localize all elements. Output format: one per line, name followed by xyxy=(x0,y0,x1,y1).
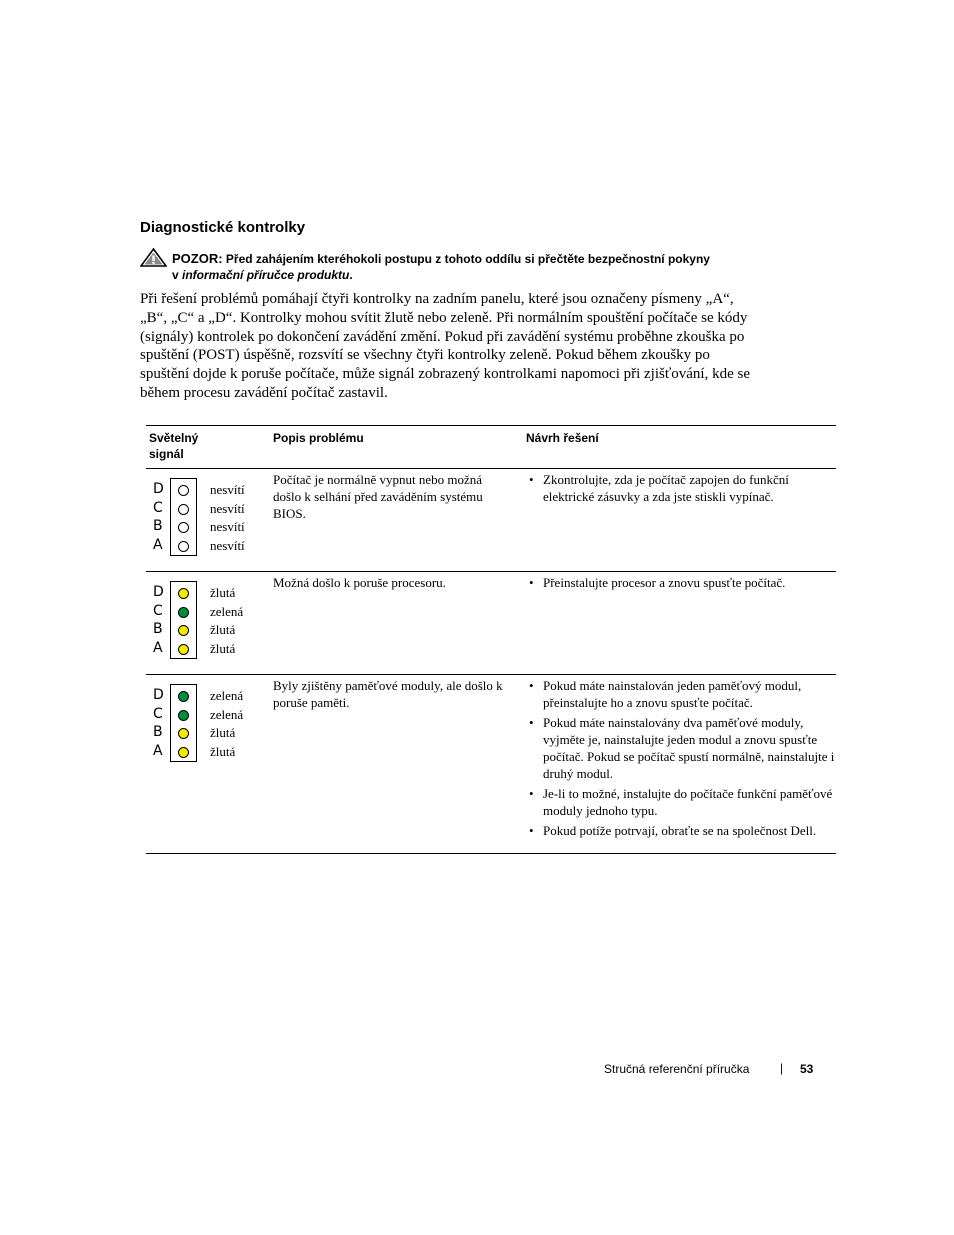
solution-item: • Zkontrolujte, zda je počítač zapojen do funkční elektrické zásuvky a zda jste stiskli vypínač. xyxy=(526,471,836,505)
led-letter: B xyxy=(153,621,163,638)
led-state: nesvítí xyxy=(210,538,245,554)
led-indicator xyxy=(178,710,189,721)
caution-label: POZOR: xyxy=(172,251,223,266)
solution-list xyxy=(526,677,836,839)
led-state: zelená xyxy=(210,688,244,703)
led-states xyxy=(210,481,245,556)
led-indicator xyxy=(178,644,189,655)
led-state: žlutá xyxy=(210,641,236,657)
led-letter: A xyxy=(153,640,163,657)
led-box xyxy=(170,581,197,659)
led-indicator xyxy=(178,485,189,496)
header-signal: Světelný signál xyxy=(149,431,199,461)
led-panel xyxy=(150,581,198,661)
led-letter: D xyxy=(153,481,164,497)
intro-paragraph: Při řešení problémů pomáhají čtyři kontrolky na zadním panelu, které jsou označeny písmeny „A“, „B“, „C“ a „D“. Kontrolky mohou svítit žlutě nebo zeleně. Při normálním spouštění počítače se kódy (signály) kontrolek po dokončení zavádění změní. Pokud při zavádění systému proběhne zkouška po spuštění (POST) úspěšně, rozsvítí se všechny čtyři kontrolky zeleně. Pokud během zkoušky po spuštění dojde k poruše počítače, může signál zobrazený kontrolkami napomoci při zjišťování, kde se během procesu zavádění počítač zastavil. xyxy=(140,291,750,401)
solution-cell xyxy=(526,677,836,842)
warning-triangle-icon xyxy=(140,248,167,267)
table-row xyxy=(146,469,836,572)
section-heading: Diagnostické kontrolky xyxy=(140,219,306,236)
header-problem: Popis problému xyxy=(273,431,364,445)
led-state: zelená xyxy=(210,603,244,619)
caution-reference: informační příručce produktu xyxy=(182,268,350,282)
led-panel xyxy=(150,478,198,558)
caution-text-prefix: v xyxy=(172,268,183,282)
caution-text: Před zahájením kteréhokoli postupu z tohoto oddílu si přečtěte bezpečnostní pokyny xyxy=(222,252,710,266)
solution-cell xyxy=(526,471,836,508)
problem-description: Počítač je normálně vypnut nebo možná došlo k selhání před zaváděním systému BIOS. xyxy=(273,472,483,521)
problem-description: Byly zjištěny paměťové moduly, ale došlo k poruše paměti. xyxy=(273,678,503,710)
solution-item: • Pokud potíže potrvají, obraťte se na společnost Dell. xyxy=(526,822,836,839)
footer-title: Stručná referenční příručka xyxy=(604,1062,750,1076)
led-letter: A xyxy=(153,743,163,760)
led-state: žlutá xyxy=(210,744,236,760)
solution-list xyxy=(526,471,836,505)
solution-item: • Pokud máte nainstalován jeden paměťový modul, přeinstalujte ho a znovu spusťte počítač. xyxy=(526,677,836,711)
led-box xyxy=(170,684,197,762)
led-indicator xyxy=(178,541,189,552)
led-state: nesvítí xyxy=(210,482,245,497)
led-state: žlutá xyxy=(210,585,236,600)
led-indicator xyxy=(178,691,189,702)
solution-item: • Pokud máte nainstalovány dva paměťové moduly, vyjměte je, nainstalujte jeden modul a znovu spusťte počítač. Pokud se počítač spustí normálně, nainstalujte i druhý modul. xyxy=(526,714,836,782)
led-letter: D xyxy=(153,687,164,703)
led-state: žlutá xyxy=(210,725,236,741)
led-letter: B xyxy=(153,518,163,535)
led-letter: B xyxy=(153,724,163,741)
led-letter: C xyxy=(153,602,163,619)
solution-item: • Je-li to možné, instalujte do počítače funkční paměťové moduly jednoho typu. xyxy=(526,785,836,819)
led-letter: C xyxy=(153,705,163,722)
footer-separator: | xyxy=(780,1061,784,1075)
page-footer xyxy=(604,1061,814,1076)
solution-cell xyxy=(526,574,836,594)
page-number: 53 xyxy=(800,1062,814,1076)
led-letter: C xyxy=(153,499,163,516)
led-panel xyxy=(150,684,198,764)
led-state: zelená xyxy=(210,706,244,722)
led-indicator xyxy=(178,625,189,636)
led-letter: D xyxy=(153,584,164,600)
led-states xyxy=(210,584,243,659)
caution-text-suffix: . xyxy=(349,268,353,282)
led-indicator xyxy=(178,607,189,618)
header-solution: Návrh řešení xyxy=(526,431,599,445)
table-header xyxy=(146,425,836,469)
table-row xyxy=(146,572,836,675)
led-letter: A xyxy=(153,537,163,554)
led-state: nesvítí xyxy=(210,500,245,516)
led-indicator xyxy=(178,522,189,533)
led-states xyxy=(210,687,243,762)
diagnostic-table xyxy=(146,425,836,854)
led-indicator xyxy=(178,588,189,599)
led-indicator xyxy=(178,747,189,758)
led-state: nesvítí xyxy=(210,519,245,535)
solution-list xyxy=(526,574,836,591)
solution-item: • Přeinstalujte procesor a znovu spusťte počítač. xyxy=(526,574,836,591)
table-row xyxy=(146,675,836,854)
led-box xyxy=(170,478,197,556)
led-state: žlutá xyxy=(210,622,236,638)
led-indicator xyxy=(178,504,189,515)
led-indicator xyxy=(178,728,189,739)
problem-description: Možná došlo k poruše procesoru. xyxy=(273,575,446,590)
